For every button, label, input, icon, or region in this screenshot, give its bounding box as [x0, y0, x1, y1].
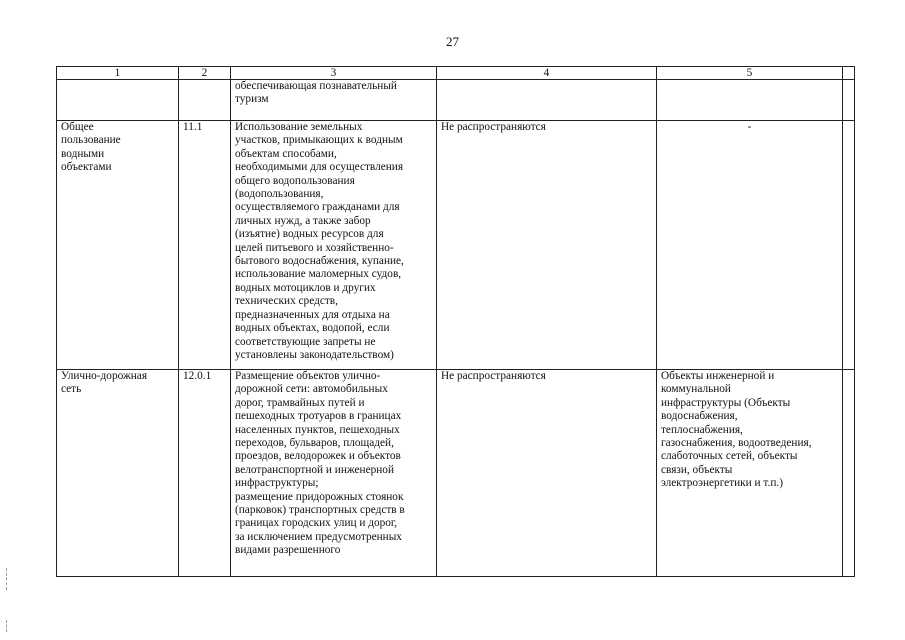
table-row: [57, 80, 855, 121]
header-col-5: 5: [657, 67, 843, 80]
scan-margin-mark: [6, 568, 11, 590]
header-col-4: 4: [437, 67, 657, 80]
cell-col-3: Размещение объектов улично- дорожной сети: автомобильных дорог, трамвайных путей и пешеходных тротуаров в границах населенных пунктов, пешеходных переходов, бульваров, площадей, проездов, велодорожек и объектов велотранспортной и инженерной инфраструктуры; размещение придорожных стоянок (парковок) транспортных средств в границах городских улиц и дорог, за исключением предусмотренных видами разрешенного: [231, 370, 437, 577]
cell-col-3: обеспечивающая познавательный туризм: [231, 80, 437, 121]
cell-col-4: Не распространяются: [437, 370, 657, 577]
header-col-2: 2: [179, 67, 231, 80]
cell-col-2: [179, 80, 231, 121]
cell-col-2: 12.0.1: [179, 370, 231, 577]
cell-col-2: 11.1: [179, 121, 231, 370]
cell-col-1: Улично-дорожная сеть: [57, 370, 179, 577]
extra-cell: [843, 370, 855, 577]
cell-col-5: Объекты инженерной и коммунальной инфраструктуры (Объекты водоснабжения, теплоснабжения, газоснабжения, водоотведения, слаботочных сетей, объекты связи, объекты электроэнергетики и т.п.): [657, 370, 843, 577]
header-col-1: 1: [57, 67, 179, 80]
cell-col-5: -: [657, 121, 843, 370]
header-col-3: 3: [231, 67, 437, 80]
table-header-row: [57, 67, 855, 80]
header-extra-cell: [843, 67, 855, 80]
table-row: [57, 370, 855, 577]
table-row: [57, 121, 855, 370]
extra-cell: [843, 80, 855, 121]
cell-col-3: Использование земельных участков, примыкающих к водным объектам способами, необходимыми для осуществления общего водопользования (водопользования, осуществляемого гражданами для личных нужд, а также забор (изъятие) водных ресурсов для целей питьевого и хозяйственно- бытового водоснабжения, купание, использование маломерных судов, водных мотоциклов и других технических средств, предназначенных для отдыха на водных объектах, водопой, если соответствующие запреты не установлены законодательством): [231, 121, 437, 370]
extra-cell: [843, 121, 855, 370]
cell-col-1: [57, 80, 179, 121]
cell-col-1: Общее пользование водными объектами: [57, 121, 179, 370]
cell-col-4: [437, 80, 657, 121]
cell-col-5: [657, 80, 843, 121]
land-use-table: [56, 66, 855, 577]
page-number: 27: [446, 34, 459, 49]
scan-margin-mark: [6, 620, 11, 632]
cell-col-4: Не распространяются: [437, 121, 657, 370]
